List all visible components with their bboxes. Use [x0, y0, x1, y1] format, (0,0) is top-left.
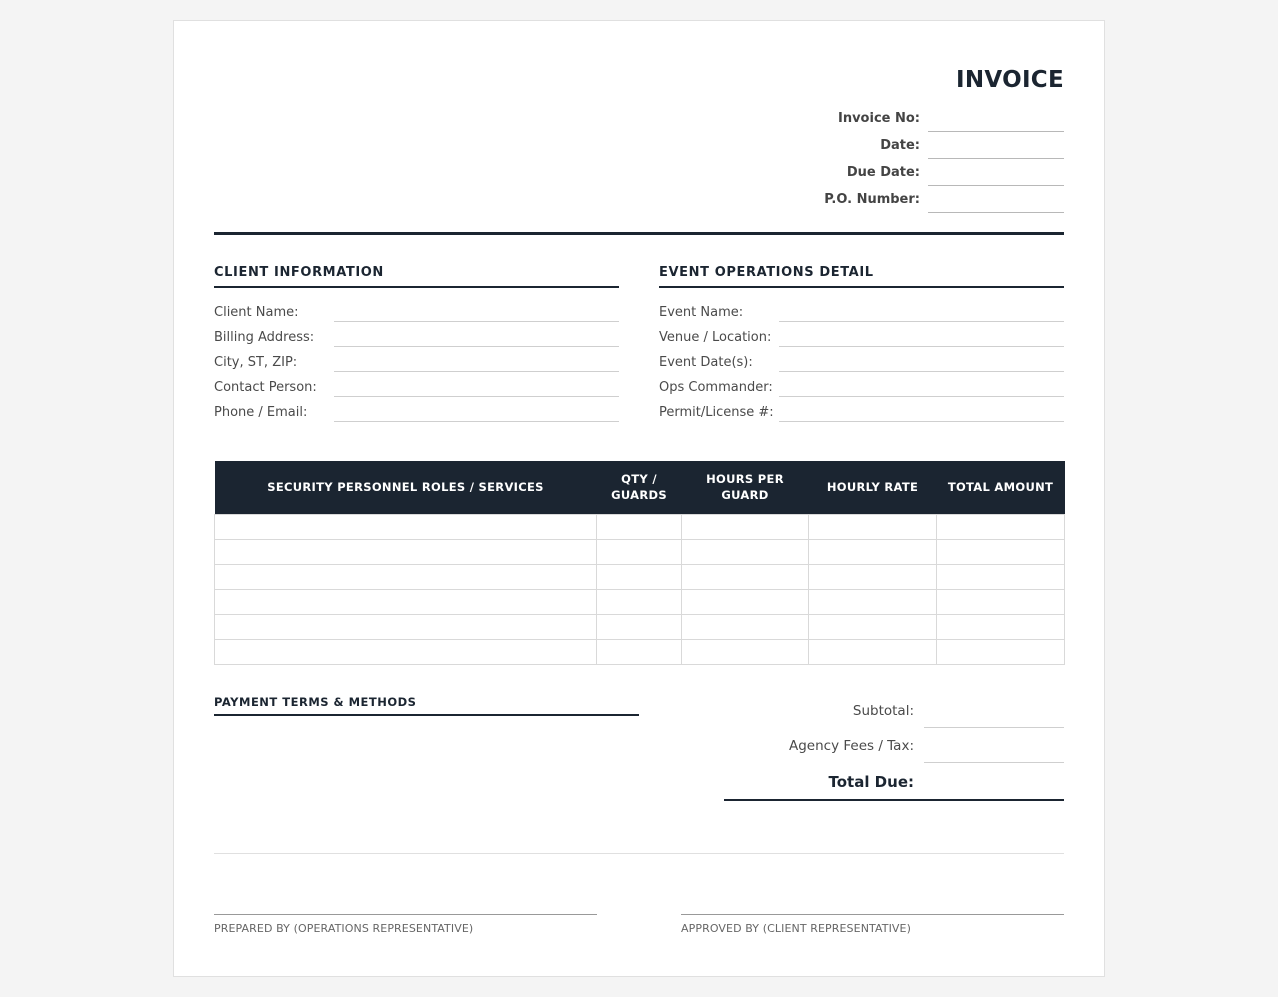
invoice-meta — [764, 105, 1064, 213]
date-label: Date: — [880, 138, 920, 153]
event-dates-field[interactable] — [779, 352, 1064, 372]
phone-email-label: Phone / Email: — [214, 405, 308, 420]
due-date-field[interactable] — [928, 162, 1064, 186]
event-name-field[interactable] — [779, 302, 1064, 322]
table-cell[interactable] — [937, 539, 1065, 564]
date-field[interactable] — [928, 135, 1064, 159]
meta-row-invoice-no — [764, 105, 1064, 132]
client-name-label: Client Name: — [214, 305, 299, 320]
total-due-label: Total Due: — [828, 773, 914, 791]
column-header-rate: HOURLY RATE — [809, 461, 937, 514]
table-cell[interactable] — [215, 589, 597, 614]
prepared-by-line[interactable] — [214, 914, 597, 915]
header-divider — [214, 232, 1064, 235]
event-dates-label: Event Date(s): — [659, 355, 753, 370]
event-name-label: Event Name: — [659, 305, 744, 320]
column-header-qty: QTY / GUARDS — [597, 461, 682, 514]
field-row-event-dates — [659, 347, 1064, 372]
table-cell[interactable] — [809, 589, 937, 614]
subtotal-field[interactable] — [924, 693, 1064, 728]
event-fields — [659, 297, 1064, 422]
venue-location-field[interactable] — [779, 327, 1064, 347]
field-row-client-name — [214, 297, 619, 322]
meta-row-date — [764, 132, 1064, 159]
field-row-phone-email — [214, 397, 619, 422]
table-cell[interactable] — [215, 539, 597, 564]
subtotal-label: Subtotal: — [852, 703, 914, 719]
event-operations-section — [659, 265, 1064, 422]
field-row-billing-address — [214, 322, 619, 347]
table-cell[interactable] — [597, 564, 682, 589]
subtotal-row — [724, 693, 1064, 728]
client-information-section — [214, 265, 619, 422]
table-cell[interactable] — [682, 589, 809, 614]
client-name-field[interactable] — [334, 302, 619, 322]
table-cell[interactable] — [809, 639, 937, 664]
table-cell[interactable] — [215, 639, 597, 664]
table-row — [215, 514, 1065, 539]
contact-person-field[interactable] — [334, 377, 619, 397]
table-row — [215, 564, 1065, 589]
city-st-zip-label: City, ST, ZIP: — [214, 355, 298, 370]
po-number-label: P.O. Number: — [824, 192, 920, 207]
invoice-page — [173, 20, 1105, 977]
table-cell[interactable] — [597, 614, 682, 639]
prepared-by-signature — [214, 914, 597, 935]
table-cell[interactable] — [937, 639, 1065, 664]
billing-address-label: Billing Address: — [214, 330, 315, 345]
field-row-venue-location — [659, 322, 1064, 347]
phone-email-field[interactable] — [334, 402, 619, 422]
invoice-no-field[interactable] — [928, 108, 1064, 132]
approved-by-label: APPROVED BY (CLIENT REPRESENTATIVE) — [681, 922, 911, 935]
table-cell[interactable] — [215, 614, 597, 639]
approved-by-line[interactable] — [681, 914, 1064, 915]
meta-row-due-date — [764, 159, 1064, 186]
table-cell[interactable] — [937, 514, 1065, 539]
field-row-city-st-zip — [214, 347, 619, 372]
city-st-zip-field[interactable] — [334, 352, 619, 372]
contact-person-label: Contact Person: — [214, 380, 317, 395]
signature-divider — [214, 853, 1064, 854]
permit-license-label: Permit/License #: — [659, 405, 774, 420]
table-cell[interactable] — [682, 514, 809, 539]
tax-row — [724, 728, 1064, 763]
approved-by-signature — [681, 914, 1064, 935]
table-cell[interactable] — [682, 614, 809, 639]
client-information-heading: CLIENT INFORMATION — [214, 265, 619, 288]
table-cell[interactable] — [682, 564, 809, 589]
column-header-hours: HOURS PER GUARD — [682, 461, 809, 514]
agency-fees-tax-field[interactable] — [924, 728, 1064, 763]
table-row — [215, 639, 1065, 664]
payment-terms-heading: PAYMENT TERMS & METHODS — [214, 695, 639, 716]
event-operations-heading: EVENT OPERATIONS DETAIL — [659, 265, 1064, 288]
ops-commander-label: Ops Commander: — [659, 380, 773, 395]
due-date-label: Due Date: — [846, 165, 920, 180]
table-cell[interactable] — [597, 539, 682, 564]
client-fields — [214, 297, 619, 422]
permit-license-field[interactable] — [779, 402, 1064, 422]
invoice-no-label: Invoice No: — [837, 111, 920, 126]
field-row-event-name — [659, 297, 1064, 322]
services-table — [214, 461, 1065, 665]
table-cell[interactable] — [597, 514, 682, 539]
venue-location-label: Venue / Location: — [659, 330, 772, 345]
table-row — [215, 589, 1065, 614]
table-cell[interactable] — [215, 514, 597, 539]
table-row — [215, 539, 1065, 564]
table-cell[interactable] — [937, 614, 1065, 639]
table-cell[interactable] — [215, 564, 597, 589]
totals-block — [724, 693, 1064, 801]
services-header-row — [215, 461, 1065, 514]
table-cell[interactable] — [597, 639, 682, 664]
table-row — [215, 614, 1065, 639]
table-cell[interactable] — [809, 564, 937, 589]
column-header-roles: SECURITY PERSONNEL ROLES / SERVICES — [215, 461, 597, 514]
table-cell[interactable] — [809, 614, 937, 639]
table-cell[interactable] — [937, 589, 1065, 614]
meta-row-po-number — [764, 186, 1064, 213]
table-cell[interactable] — [937, 564, 1065, 589]
invoice-title: INVOICE — [955, 67, 1064, 93]
table-cell[interactable] — [809, 514, 937, 539]
po-number-field[interactable] — [928, 189, 1064, 213]
total-due-row — [724, 763, 1064, 801]
ops-commander-field[interactable] — [779, 377, 1064, 397]
table-cell[interactable] — [682, 639, 809, 664]
field-row-contact-person — [214, 372, 619, 397]
field-row-ops-commander — [659, 372, 1064, 397]
column-header-total: TOTAL AMOUNT — [937, 461, 1065, 514]
table-cell[interactable] — [682, 539, 809, 564]
billing-address-field[interactable] — [334, 327, 619, 347]
field-row-permit-license — [659, 397, 1064, 422]
table-cell[interactable] — [809, 539, 937, 564]
table-cell[interactable] — [597, 589, 682, 614]
prepared-by-label: PREPARED BY (OPERATIONS REPRESENTATIVE) — [214, 922, 474, 935]
agency-fees-tax-label: Agency Fees / Tax: — [789, 738, 914, 754]
